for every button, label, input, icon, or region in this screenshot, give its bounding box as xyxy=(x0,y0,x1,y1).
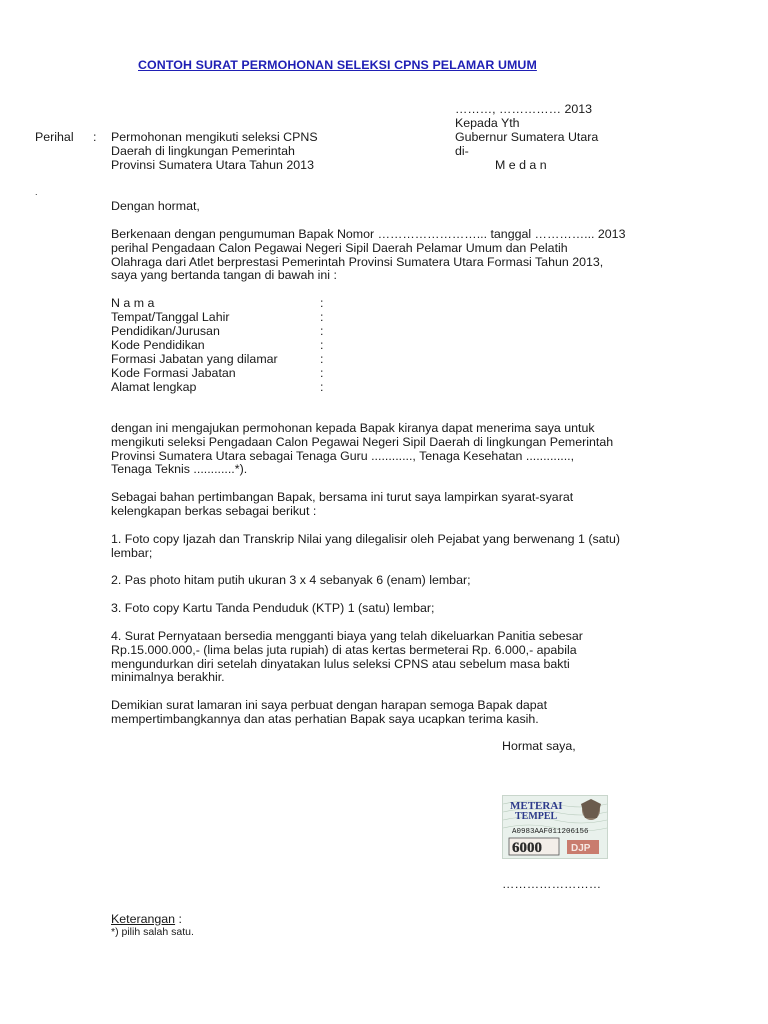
stamp-mark: DJP xyxy=(571,843,591,854)
item-line: 3. Foto copy Kartu Tanda Penduduk (KTP) 1 (satu) lembar; xyxy=(111,601,435,615)
field-formasi-jabatan xyxy=(111,353,351,367)
field-colon: : xyxy=(320,352,324,366)
note-label: Keterangan xyxy=(111,912,176,926)
recipient-line-1: Kepada Yth xyxy=(455,116,520,130)
perihal-line-3: Provinsi Sumatera Utara Tahun 2013 xyxy=(111,158,314,172)
document-title: CONTOH SURAT PERMOHONAN SELEKSI CPNS PELAMAR UMUM xyxy=(138,58,537,72)
perihal-line-2: Daerah di lingkungan Pemerintah xyxy=(111,144,295,158)
request-line: dengan ini mengajukan permohonan kepada Bapak kiranya dapat menerima saya untuk xyxy=(111,421,595,435)
field-label: Kode Pendidikan xyxy=(111,338,205,352)
recipient-line-3: di- xyxy=(455,144,469,158)
item-line: lembar; xyxy=(111,545,153,560)
field-kode-formasi xyxy=(111,367,351,381)
request-line: Provinsi Sumatera Utara sebagai Tenaga Guru ............, Tenaga Kesehatan ............., xyxy=(111,448,575,463)
request-line: mengikuti seleksi Pengadaan Calon Pegawai Negeri Sipil Daerah di lingkungan Pemerintah xyxy=(111,434,614,449)
intro-line: saya yang bertanda tangan di bawah ini : xyxy=(111,268,337,283)
field-label: Alamat lengkap xyxy=(111,380,197,394)
note-colon: : xyxy=(175,912,182,926)
field-nama xyxy=(111,297,351,311)
item-line: Rp.15.000.000,- (lima belas juta rupiah) di atas kertas bermeterai Rp. 6.000,- apabila xyxy=(111,642,577,657)
field-colon: : xyxy=(320,310,324,324)
field-label: Tempat/Tanggal Lahir xyxy=(111,310,230,324)
request-paragraph xyxy=(111,422,711,477)
attachments-intro-line: Sebagai bahan pertimbangan Bapak, bersama ini turut saya lampirkan syarat-syarat xyxy=(111,490,574,504)
field-colon: : xyxy=(320,324,324,338)
field-label: Kode Formasi Jabatan xyxy=(111,366,236,380)
stamp-serial: A0983AAF011206156 xyxy=(512,828,589,836)
intro-line: perihal Pengadaan Calon Pegawai Negeri Sipil Daerah Pelamar Umum dan Pelatih xyxy=(111,240,568,255)
meterai-stamp xyxy=(502,795,608,859)
stamp-value: 6000 xyxy=(512,840,542,856)
stamp-word-2: TEMPEL xyxy=(515,811,558,822)
date-line: ………, …………… 2013 xyxy=(455,102,593,116)
field-label: Formasi Jabatan yang dilamar xyxy=(111,352,278,366)
item-line: 1. Foto copy Ijazah dan Transkrip Nilai yang dilegalisir oleh Pejabat yang berwenang 1 (satu) xyxy=(111,532,620,546)
attachment-item-1 xyxy=(111,533,711,561)
note-label-wrap xyxy=(111,913,182,927)
closing-paragraph xyxy=(111,699,711,727)
field-tempat-tanggal-lahir xyxy=(111,311,351,325)
salutation: Dengan hormat, xyxy=(111,199,200,213)
item-line: 4. Surat Pernyataan bersedia mengganti biaya yang telah dikeluarkan Panitia sebesar xyxy=(111,629,583,643)
perihal-label: Perihal xyxy=(35,130,74,144)
item-line: minimalnya berakhir. xyxy=(111,670,225,685)
meterai-stamp-graphic xyxy=(503,796,607,858)
attachment-item-3 xyxy=(111,602,711,616)
closing-line: mempertimbangkannya dan atas perhatian Bapak saya ucapkan terima kasih. xyxy=(111,711,539,726)
intro-paragraph xyxy=(111,228,711,283)
perihal-line-1: Permohonan mengikuti seleksi CPNS xyxy=(111,130,318,144)
field-kode-pendidikan xyxy=(111,339,351,353)
attachment-item-2 xyxy=(111,574,711,588)
field-label: N a m a xyxy=(111,296,155,310)
stray-dot: . xyxy=(35,187,38,197)
field-colon: : xyxy=(320,380,324,394)
field-colon: : xyxy=(320,296,324,310)
field-colon: : xyxy=(320,366,324,380)
perihal-colon: : xyxy=(93,130,97,144)
item-line: 2. Pas photo hitam putih ukuran 3 x 4 sebanyak 6 (enam) lembar; xyxy=(111,573,471,587)
closing-line: Demikian surat lamaran ini saya perbuat dengan harapan semoga Bapak dapat xyxy=(111,698,548,712)
field-colon: : xyxy=(320,338,324,352)
field-label: Pendidikan/Jurusan xyxy=(111,324,220,338)
signature-name-line: …………………… xyxy=(502,877,602,891)
signature-greeting: Hormat saya, xyxy=(502,739,576,753)
stamp-word-1: METERAI xyxy=(510,800,563,812)
attachment-item-4 xyxy=(111,630,711,685)
attachments-intro-line: kelengkapan berkas sebagai berikut : xyxy=(111,503,317,518)
recipient-city: M e d a n xyxy=(495,158,547,172)
field-alamat xyxy=(111,381,351,395)
recipient-line-2: Gubernur Sumatera Utara xyxy=(455,130,599,144)
field-pendidikan-jurusan xyxy=(111,325,351,339)
item-line: mengundurkan diri setelah dinyatakan lulus seleksi CPNS atau sebelum masa bakti xyxy=(111,656,570,671)
request-line: Tenaga Teknis ............*). xyxy=(111,462,248,477)
note-text: *) pilih salah satu. xyxy=(111,926,194,938)
attachments-intro xyxy=(111,491,711,519)
intro-line: Berkenaan dengan pengumuman Bapak Nomor ……………………... tanggal …………... 2013 xyxy=(111,227,626,241)
intro-line: Olahraga dari Atlet berprestasi Pemerintah Provinsi Sumatera Utara Formasi Tahun 2013, xyxy=(111,254,604,269)
